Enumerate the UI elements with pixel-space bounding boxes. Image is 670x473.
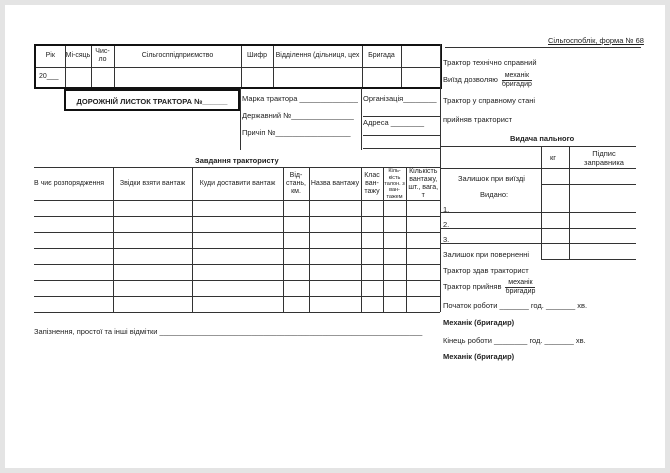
header-code: Шифр (241, 45, 273, 67)
header-brigade: Бригада (362, 45, 401, 67)
tractor-brand-field[interactable]: Марка трактора ______________ (242, 94, 358, 103)
state-number-field[interactable]: Державний №_______________ (242, 111, 354, 120)
col-sign: Підпис заправника (584, 149, 624, 167)
table-cell[interactable] (113, 233, 192, 249)
table-cell[interactable] (383, 281, 406, 297)
table-cell[interactable] (309, 233, 361, 249)
table-cell[interactable] (383, 297, 406, 313)
table-cell[interactable] (406, 217, 440, 233)
table-cell[interactable] (283, 233, 309, 249)
exit-allowed-label (443, 72, 532, 88)
table-cell[interactable] (309, 249, 361, 265)
table-cell[interactable] (34, 281, 113, 297)
organization-field[interactable]: Організація________ (363, 94, 437, 103)
table-cell[interactable] (192, 249, 283, 265)
received-label (443, 279, 535, 295)
table-cell[interactable] (383, 249, 406, 265)
table-cell[interactable] (309, 217, 361, 233)
fuel-title: Видача пального (510, 134, 575, 143)
table-cell[interactable] (309, 281, 361, 297)
table-cell[interactable] (113, 249, 192, 265)
table-cell[interactable] (361, 249, 383, 265)
table-cell[interactable] (283, 201, 309, 217)
mechanic-label: механік (502, 72, 532, 81)
table-cell[interactable] (406, 201, 440, 217)
table-cell[interactable] (113, 281, 192, 297)
signature-fraction (505, 279, 535, 295)
exit-allowed-text: Виїзд дозволяю (443, 75, 498, 85)
address-field[interactable]: Адреса ________ (363, 118, 425, 127)
table-cell[interactable] (113, 201, 192, 217)
table-row (34, 281, 440, 297)
header-year: Рік (35, 45, 65, 67)
col-kg: кг (550, 153, 557, 162)
table-cell[interactable] (406, 233, 440, 249)
good-state-label: Трактор у справному стані (443, 96, 536, 105)
table-cell[interactable] (383, 233, 406, 249)
fuel-item-2: 2. (443, 220, 450, 229)
table-cell[interactable] (383, 217, 406, 233)
fuel-item-3: 3. (443, 235, 450, 244)
form-label: Сільгоспоблік, форма № 68 (548, 36, 644, 45)
signature-2: Механік (бригадир) (443, 352, 515, 361)
divider (440, 146, 636, 147)
month-field[interactable] (65, 67, 91, 88)
table-cell[interactable] (383, 201, 406, 217)
header-recipient: В чиє розпорядження (34, 168, 113, 201)
table-cell[interactable] (361, 201, 383, 217)
table-cell[interactable] (113, 217, 192, 233)
table-cell[interactable] (309, 265, 361, 281)
divider (363, 148, 440, 149)
table-cell[interactable] (192, 201, 283, 217)
table-row (34, 201, 440, 217)
header-month: Мі-сяць (65, 45, 91, 67)
department-field[interactable] (273, 67, 362, 88)
rest-exit-label: Залишок при виїзді (458, 174, 525, 183)
table-cell[interactable] (113, 265, 192, 281)
table-cell[interactable] (192, 297, 283, 313)
table-cell[interactable] (192, 233, 283, 249)
table-cell[interactable] (361, 265, 383, 281)
divider (363, 135, 440, 136)
remarks-field[interactable]: Запізнення, простої та інші відмітки _______________________________________________________________ (34, 327, 423, 336)
header-from: Звідки взяти вантаж (113, 168, 192, 201)
tasks-title: Завдання трактористу (195, 156, 279, 165)
table-cell[interactable] (283, 249, 309, 265)
table-cell[interactable] (34, 217, 113, 233)
brigadier-label: бригадир (505, 287, 536, 295)
table-cell[interactable] (406, 265, 440, 281)
header-department: Відділення (дільниця, цех (273, 45, 362, 67)
divider (440, 168, 636, 169)
year-field[interactable]: 20___ (35, 67, 65, 88)
divider (240, 88, 241, 150)
divider (440, 212, 636, 213)
table-cell[interactable] (406, 249, 440, 265)
form-title: ДОРОЖНІЙ ЛИСТОК ТРАКТОРА №______ (64, 89, 240, 111)
top-table (34, 44, 442, 89)
header-day: Чис-ло (91, 45, 114, 67)
divider (363, 116, 440, 117)
fuel-item-1: 1. (443, 205, 450, 214)
table-row (34, 249, 440, 265)
table-cell[interactable] (361, 217, 383, 233)
divider (361, 88, 362, 150)
tasks-table (34, 167, 440, 313)
table-cell[interactable] (283, 281, 309, 297)
header-cargo-class: Клас ван-тажу (361, 168, 383, 201)
header-coupons: Кіль-кість талон. з ван-тажем (384, 168, 405, 200)
start-time-field[interactable]: Початок роботи _______ год. _______ хв. (443, 301, 588, 310)
table-cell[interactable] (361, 281, 383, 297)
table-cell[interactable] (34, 201, 113, 217)
table-row (34, 265, 440, 281)
divider (440, 44, 441, 312)
signature-1: Механік (бригадир) (443, 318, 515, 327)
issued-label: Видано: (480, 190, 509, 199)
table-cell[interactable] (383, 265, 406, 281)
table-cell[interactable] (192, 217, 283, 233)
table-cell[interactable] (406, 297, 440, 313)
divider (440, 243, 636, 244)
signature-fraction (502, 72, 532, 88)
tech-ok-label: Трактор технічно справний (443, 58, 537, 67)
divider (541, 184, 636, 185)
code-field[interactable] (241, 67, 273, 88)
header-to: Куди доставити вантаж (192, 168, 283, 201)
header-enterprise: Сільгосппідприємство (114, 45, 241, 67)
header-blank (401, 45, 441, 67)
table-cell[interactable] (283, 265, 309, 281)
table-cell[interactable] (309, 297, 361, 313)
table-cell[interactable] (192, 265, 283, 281)
table-cell[interactable] (309, 201, 361, 217)
rest-return-label: Залишок при поверненні (443, 250, 530, 259)
table-cell[interactable] (361, 233, 383, 249)
table-cell[interactable] (406, 281, 440, 297)
brigade-field[interactable] (362, 67, 401, 88)
header-cargo-name: Назва вантажу (309, 168, 361, 201)
received-text: Трактор прийняв (443, 282, 502, 292)
table-cell[interactable] (34, 233, 113, 249)
blank-field[interactable] (401, 67, 441, 88)
brigadier-label: бригадир (501, 80, 532, 88)
table-cell[interactable] (113, 297, 192, 313)
accepted-by-label: прийняв тракторист (443, 115, 513, 124)
table-cell[interactable] (34, 249, 113, 265)
mechanic-label: механік (505, 279, 535, 288)
table-row (34, 297, 440, 313)
table-cell[interactable] (361, 297, 383, 313)
trailer-field[interactable]: Причіп №__________________ (242, 128, 351, 137)
header-quantity: Кількість вантажу, шт., вага, т (406, 168, 440, 201)
table-row (34, 217, 440, 233)
divider (445, 47, 641, 48)
divider (440, 228, 636, 229)
table-cell[interactable] (192, 281, 283, 297)
handed-label: Трактор здав тракторист (443, 266, 529, 275)
table-cell[interactable] (34, 297, 113, 313)
table-cell[interactable] (283, 297, 309, 313)
header-distance: Від-стань, км. (283, 168, 309, 201)
enterprise-field[interactable] (114, 67, 241, 88)
day-field[interactable] (91, 67, 114, 88)
table-cell[interactable] (34, 265, 113, 281)
end-time-field[interactable]: Кінець роботи ________ год. _______ хв. (443, 336, 586, 345)
divider (541, 259, 636, 260)
table-row (34, 233, 440, 249)
table-cell[interactable] (283, 217, 309, 233)
